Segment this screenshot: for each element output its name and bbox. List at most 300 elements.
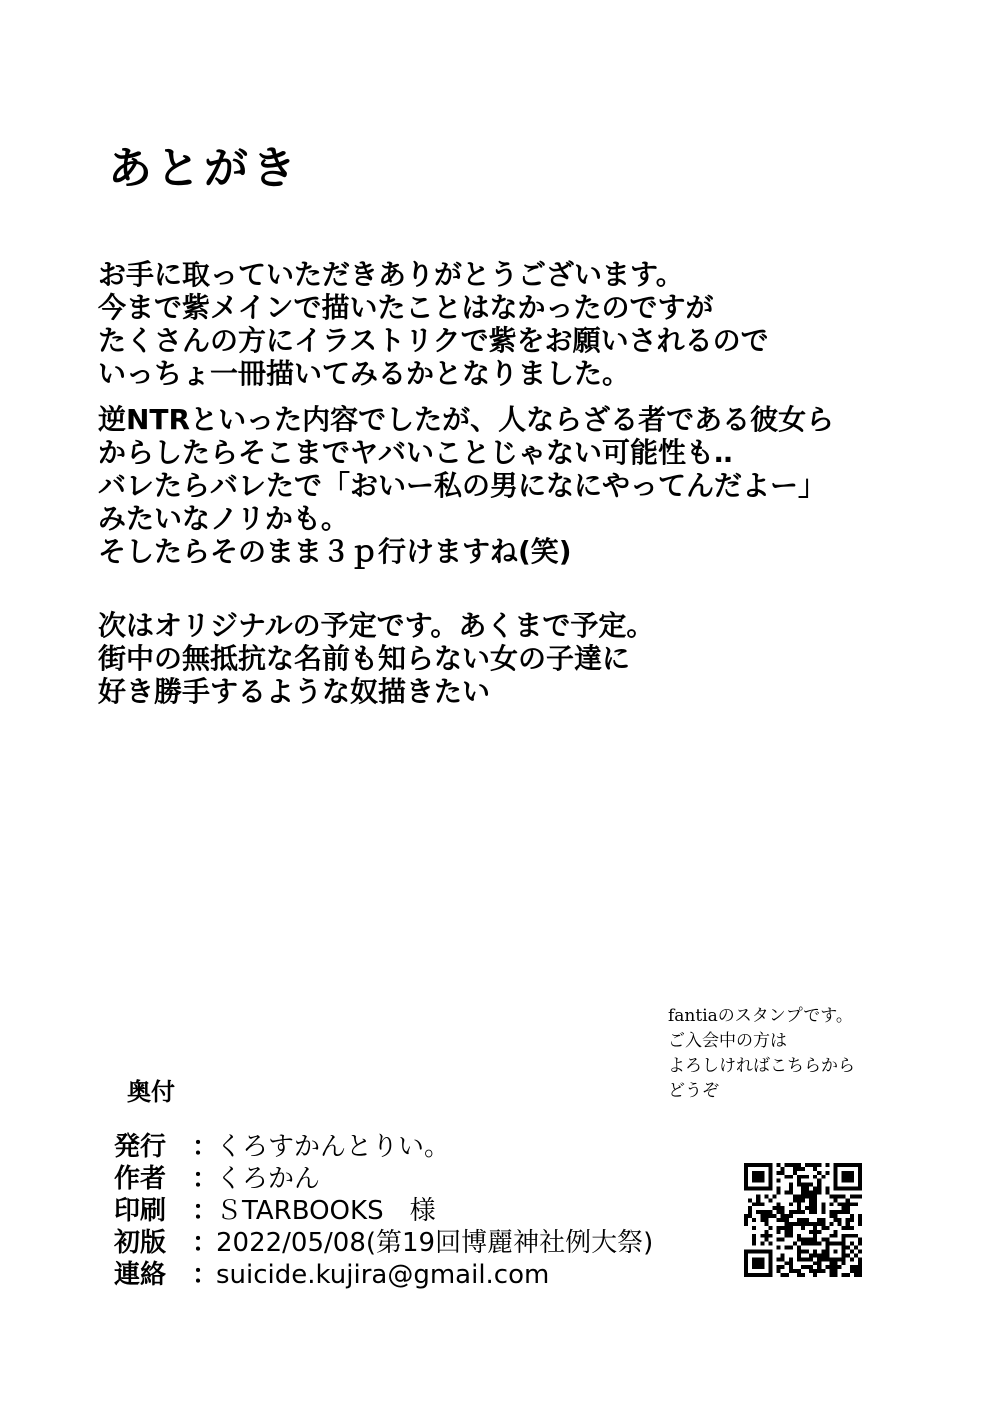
- qr-module: [834, 1234, 838, 1238]
- qr-module: [809, 1163, 813, 1167]
- qr-module: [797, 1198, 801, 1202]
- qr-module: [777, 1179, 781, 1183]
- qr-module: [825, 1163, 829, 1167]
- qr-module: [752, 1257, 764, 1269]
- qr-module: [813, 1210, 817, 1214]
- qr-module: [817, 1261, 821, 1265]
- qr-module: [793, 1242, 797, 1246]
- qr-module: [744, 1214, 748, 1218]
- text-line: たくさんの方にイラストリクで紫をお願いされるので: [98, 324, 769, 357]
- qr-module: [801, 1242, 805, 1246]
- qr-module: [854, 1269, 858, 1273]
- qr-module: [850, 1265, 854, 1269]
- qr-module: [809, 1269, 813, 1273]
- qr-module: [805, 1206, 809, 1210]
- qr-module: [789, 1210, 793, 1214]
- qr-module: [801, 1265, 805, 1269]
- qr-module: [809, 1238, 813, 1242]
- qr-module: [797, 1202, 801, 1206]
- qr-module: [829, 1214, 833, 1218]
- qr-module: [797, 1183, 801, 1187]
- qr-module: [829, 1234, 833, 1238]
- qr-module: [764, 1218, 768, 1222]
- colophon-row-publisher: [114, 1131, 653, 1163]
- qr-module: [809, 1198, 813, 1202]
- qr-module: [760, 1202, 764, 1206]
- stamp-note: [668, 1004, 855, 1104]
- qr-module: [781, 1273, 785, 1277]
- qr-module: [805, 1257, 809, 1261]
- qr-module: [842, 1194, 846, 1198]
- qr-module: [834, 1198, 838, 1202]
- qr-module: [834, 1194, 838, 1198]
- colophon: [114, 1131, 653, 1291]
- qr-module: [813, 1253, 817, 1257]
- qr-module: [809, 1222, 813, 1226]
- qr-module: [805, 1249, 809, 1253]
- qr-module: [781, 1257, 785, 1261]
- qr-module: [768, 1198, 772, 1202]
- qr-module: [789, 1183, 793, 1187]
- qr-module: [813, 1187, 817, 1191]
- qr-module: [821, 1253, 825, 1257]
- qr-module: [768, 1210, 772, 1214]
- qr-module: [813, 1273, 817, 1277]
- qr-module: [858, 1273, 862, 1277]
- qr-module: [817, 1191, 821, 1195]
- qr-module: [846, 1234, 850, 1238]
- qr-module: [781, 1238, 785, 1242]
- qr-module: [850, 1234, 854, 1238]
- qr-module: [752, 1218, 756, 1222]
- qr-module: [805, 1183, 809, 1187]
- qr-module: [829, 1269, 833, 1273]
- qr-module: [809, 1194, 813, 1198]
- qr-module: [752, 1202, 756, 1206]
- qr-module: [789, 1163, 793, 1167]
- qr-module: [801, 1273, 805, 1277]
- qr-module: [797, 1167, 801, 1171]
- qr-module: [760, 1214, 764, 1218]
- qr-module: [805, 1194, 809, 1198]
- text-line: 逆NTRといった内容でしたが、人ならざる者である彼女ら: [98, 403, 835, 436]
- qr-module: [854, 1253, 858, 1257]
- qr-module: [772, 1214, 776, 1218]
- qr-module: [805, 1187, 809, 1191]
- qr-module: [813, 1261, 817, 1265]
- text-line: バレたらバレたで「おいー私の男になにやってんだよー」: [98, 469, 827, 502]
- qr-module: [838, 1194, 842, 1198]
- qr-module: [801, 1183, 805, 1187]
- qr-module: [829, 1222, 833, 1226]
- qr-module: [846, 1218, 850, 1222]
- qr-module: [781, 1171, 785, 1175]
- afterword-paragraph-1: [98, 258, 769, 390]
- page-title: あとがき: [108, 143, 300, 194]
- qr-module: [858, 1265, 862, 1269]
- qr-module: [834, 1265, 838, 1269]
- colophon-separator: ：: [192, 1196, 219, 1226]
- qr-module: [801, 1257, 805, 1261]
- qr-module: [854, 1202, 858, 1206]
- qr-module: [842, 1206, 846, 1210]
- qr-module: [813, 1234, 817, 1238]
- colophon-row-author: [114, 1163, 653, 1195]
- qr-module: [789, 1257, 793, 1261]
- qr-module: [781, 1226, 785, 1230]
- qr-module: [764, 1222, 768, 1226]
- qr-module: [793, 1167, 797, 1171]
- qr-module: [809, 1206, 813, 1210]
- qr-module: [777, 1218, 781, 1222]
- qr-module: [825, 1265, 829, 1269]
- qr-module: [846, 1226, 850, 1230]
- qr-module: [797, 1273, 801, 1277]
- qr-module: [838, 1222, 842, 1226]
- colophon-label: 作者: [114, 1164, 167, 1194]
- qr-module: [801, 1210, 805, 1214]
- qr-module: [813, 1242, 817, 1246]
- qr-module: [797, 1206, 801, 1210]
- qr-module: [854, 1234, 858, 1238]
- qr-module: [813, 1226, 817, 1230]
- qr-module: [858, 1194, 862, 1198]
- qr-module: [817, 1230, 821, 1234]
- qr-module: [801, 1194, 805, 1198]
- qr-module: [793, 1210, 797, 1214]
- qr-module: [756, 1194, 760, 1198]
- qr-module: [789, 1269, 793, 1273]
- qr-module: [813, 1230, 817, 1234]
- qr-module: [825, 1191, 829, 1195]
- qr-module: [813, 1163, 817, 1167]
- qr-module: [842, 1210, 846, 1214]
- qr-module: [846, 1198, 850, 1202]
- qr-module: [838, 1210, 842, 1214]
- qr-module: [777, 1269, 781, 1273]
- text-line: 次はオリジナルの予定です。あくまで予定。: [98, 609, 655, 642]
- qr-module: [817, 1163, 821, 1167]
- qr-module: [825, 1238, 829, 1242]
- qr-module: [752, 1242, 756, 1246]
- qr-module: [793, 1163, 797, 1167]
- qr-module: [772, 1194, 776, 1198]
- qr-module: [797, 1210, 801, 1214]
- qr-module: [797, 1238, 801, 1242]
- qr-module: [789, 1265, 793, 1269]
- qr-module: [842, 1261, 846, 1265]
- qr-module: [850, 1249, 854, 1253]
- qr-module: [748, 1210, 752, 1214]
- qr-module: [809, 1191, 813, 1195]
- qr-module: [834, 1210, 838, 1214]
- qr-module: [809, 1257, 813, 1261]
- qr-module: [789, 1187, 793, 1191]
- qr-module: [842, 1234, 846, 1238]
- text-line: 好き勝手するような奴描きたい: [98, 675, 491, 708]
- qr-module: [797, 1222, 801, 1226]
- qr-module: [821, 1218, 825, 1222]
- qr-module: [821, 1202, 825, 1206]
- qr-module: [801, 1249, 805, 1253]
- qr-module: [793, 1269, 797, 1273]
- qr-module: [785, 1234, 789, 1238]
- qr-module: [858, 1222, 862, 1226]
- qr-module: [846, 1222, 850, 1226]
- qr-module: [777, 1171, 781, 1175]
- qr-module: [760, 1218, 764, 1222]
- qr-module: [785, 1163, 789, 1167]
- qr-module: [793, 1171, 797, 1175]
- qr-module: [846, 1210, 850, 1214]
- qr-module: [829, 1261, 833, 1265]
- qr-module: [809, 1210, 813, 1214]
- qr-module: [764, 1210, 768, 1214]
- qr-module: [801, 1238, 805, 1242]
- qr-module: [850, 1202, 854, 1206]
- qr-module: [785, 1230, 789, 1234]
- qr-module: [777, 1210, 781, 1214]
- qr-module: [834, 1230, 838, 1234]
- qr-module: [797, 1253, 801, 1257]
- qr-module: [813, 1222, 817, 1226]
- qr-module: [793, 1194, 797, 1198]
- qr-module: [744, 1218, 748, 1222]
- qr-module: [797, 1163, 801, 1167]
- text-line: みたいなノリかも。: [98, 502, 349, 535]
- qr-module: [801, 1191, 805, 1195]
- qr-module: [777, 1187, 781, 1191]
- qr-module: [834, 1269, 838, 1273]
- qr-module: [805, 1222, 809, 1226]
- qr-module: [789, 1222, 793, 1226]
- qr-module: [752, 1238, 756, 1242]
- qr-module: [813, 1202, 817, 1206]
- qr-module: [821, 1210, 825, 1214]
- qr-module: [805, 1163, 809, 1167]
- qr-module: [777, 1257, 781, 1261]
- colophon-label: 印刷: [114, 1196, 167, 1226]
- qr-module: [752, 1171, 764, 1183]
- text-line: 今まで紫メインで描いたことはなかったのですが: [98, 291, 714, 324]
- qr-module: [858, 1261, 862, 1265]
- qr-module: [842, 1273, 846, 1277]
- qr-module: [842, 1226, 846, 1230]
- colophon-value: ＳTARBOOKS 様: [216, 1196, 436, 1226]
- qr-module: [785, 1226, 789, 1230]
- afterword-paragraph-2: [98, 403, 834, 568]
- qr-module: [777, 1226, 781, 1230]
- qr-module: [793, 1222, 797, 1226]
- qr-module: [797, 1218, 801, 1222]
- qr-module: [838, 1265, 842, 1269]
- colophon-separator: ：: [192, 1164, 219, 1194]
- qr-module: [821, 1269, 825, 1273]
- qr-module: [817, 1171, 821, 1175]
- qr-module: [768, 1242, 772, 1246]
- qr-module: [752, 1234, 756, 1238]
- colophon-separator: ：: [192, 1228, 219, 1258]
- qr-module: [801, 1222, 805, 1226]
- qr-module: [777, 1230, 781, 1234]
- qr-module: [789, 1214, 793, 1218]
- colophon-separator: ：: [192, 1132, 219, 1162]
- qr-module: [801, 1167, 805, 1171]
- qr-module: [789, 1191, 793, 1195]
- qr-module: [777, 1246, 781, 1250]
- qr-module: [768, 1234, 772, 1238]
- qr-module: [809, 1230, 813, 1234]
- qr-module: [805, 1191, 809, 1195]
- qr-module: [821, 1226, 825, 1230]
- stamp-note-line: fantiaのスタンプです。: [668, 1006, 853, 1026]
- qr-module: [797, 1179, 801, 1183]
- qr-module: [809, 1242, 813, 1246]
- qr-module: [785, 1261, 789, 1265]
- qr-module: [781, 1218, 785, 1222]
- qr-module: [858, 1238, 862, 1242]
- colophon-value: 2022/05/08(第19回博麗神社例大祭): [216, 1228, 654, 1258]
- qr-module: [760, 1242, 764, 1246]
- qr-module: [797, 1246, 801, 1250]
- qr-module: [813, 1198, 817, 1202]
- qr-module: [777, 1163, 781, 1167]
- qr-module: [797, 1257, 801, 1261]
- qr-module: [764, 1214, 768, 1218]
- qr-module: [785, 1273, 789, 1277]
- qr-module: [813, 1269, 817, 1273]
- contact-email[interactable]: suicide.kujira@gmail.com: [216, 1260, 550, 1290]
- qr-module: [789, 1246, 793, 1250]
- stamp-note-line: よろしければこちらから: [668, 1056, 855, 1076]
- colophon-label: 連絡: [114, 1260, 167, 1290]
- qr-module: [772, 1206, 776, 1210]
- qr-module: [817, 1218, 821, 1222]
- qr-module: [801, 1218, 805, 1222]
- stamp-note-line: どうぞ: [668, 1081, 719, 1101]
- qr-module: [846, 1202, 850, 1206]
- qr-module: [834, 1273, 838, 1277]
- qr-module: [789, 1234, 793, 1238]
- qr-module: [748, 1214, 752, 1218]
- qr-module: [858, 1242, 862, 1246]
- qr-module: [834, 1218, 838, 1222]
- qr-module: [805, 1175, 809, 1179]
- text-line: いっちょ一冊描いてみるかとなりました。: [98, 357, 631, 390]
- qr-module: [813, 1249, 817, 1253]
- qr-module: [764, 1234, 768, 1238]
- colophon-heading: 奥付: [127, 1078, 175, 1106]
- qr-module: [789, 1175, 793, 1179]
- qr-module: [785, 1218, 789, 1222]
- qr-module: [813, 1175, 817, 1179]
- qr-module: [834, 1261, 838, 1265]
- qr-module: [797, 1194, 801, 1198]
- qr-module: [789, 1226, 793, 1230]
- qr-module: [842, 1238, 846, 1242]
- qr-module: [813, 1167, 817, 1171]
- qr-module: [748, 1206, 752, 1210]
- qr-module: [748, 1198, 752, 1202]
- qr-module: [781, 1253, 785, 1257]
- qr-module: [756, 1198, 760, 1202]
- colophon-separator: ：: [192, 1260, 219, 1290]
- qr-module: [809, 1183, 813, 1187]
- qr-module: [777, 1206, 781, 1210]
- qr-module: [846, 1273, 850, 1277]
- stamp-note-line: ご入会中の方は: [668, 1031, 787, 1051]
- qr-module: [817, 1265, 821, 1269]
- qr-module: [797, 1249, 801, 1253]
- qr-module: [858, 1269, 862, 1273]
- qr-module: [801, 1175, 805, 1179]
- qr-module: [854, 1194, 858, 1198]
- qr-module: [817, 1187, 821, 1191]
- qr-module: [809, 1265, 813, 1269]
- qr-module: [801, 1226, 805, 1230]
- text-line: そしたらそのまま３ｐ行けますね(笑): [98, 535, 572, 568]
- qr-module: [834, 1249, 838, 1253]
- text-line: 街中の無抵抗な名前も知らない女の子達に: [98, 642, 631, 675]
- qr-module: [789, 1202, 793, 1206]
- qr-module: [789, 1230, 793, 1234]
- qr-module: [825, 1171, 829, 1175]
- colophon-row-printer: [114, 1195, 653, 1227]
- qr-module: [838, 1202, 842, 1206]
- qr-module: [842, 1202, 846, 1206]
- qr-module: [821, 1238, 825, 1242]
- text-line: からしたらそこまでヤバいことじゃない可能性も‥: [98, 436, 733, 469]
- qr-module: [821, 1222, 825, 1226]
- qr-module: [858, 1214, 862, 1218]
- qr-module: [850, 1242, 854, 1246]
- qr-module: [768, 1226, 772, 1230]
- qr-module: [838, 1218, 842, 1222]
- qr-module: [821, 1175, 825, 1179]
- qr-module: [781, 1210, 785, 1214]
- qr-module: [781, 1206, 785, 1210]
- qr-module: [781, 1167, 785, 1171]
- qr-module: [781, 1214, 785, 1218]
- qr-module: [821, 1249, 825, 1253]
- qr-module: [760, 1234, 764, 1238]
- qr-module: [797, 1234, 801, 1238]
- qr-code-icon[interactable]: [744, 1163, 862, 1277]
- qr-module: [829, 1210, 833, 1214]
- qr-module: [809, 1202, 813, 1206]
- qr-module: [850, 1269, 854, 1273]
- qr-module: [854, 1246, 858, 1250]
- colophon-value: くろかん: [216, 1164, 321, 1194]
- qr-module: [842, 1171, 854, 1183]
- qr-module: [821, 1206, 825, 1210]
- qr-module: [797, 1269, 801, 1273]
- qr-module: [858, 1257, 862, 1261]
- qr-module: [846, 1253, 850, 1257]
- qr-module: [854, 1265, 858, 1269]
- qr-module: [829, 1265, 833, 1269]
- qr-module: [752, 1226, 756, 1230]
- qr-module: [760, 1210, 764, 1214]
- qr-module: [809, 1253, 813, 1257]
- qr-module: [813, 1191, 817, 1195]
- qr-module: [829, 1202, 833, 1206]
- qr-module: [768, 1214, 772, 1218]
- qr-module: [829, 1273, 833, 1277]
- qr-module: [817, 1179, 821, 1183]
- qr-module: [805, 1242, 809, 1246]
- qr-module: [785, 1214, 789, 1218]
